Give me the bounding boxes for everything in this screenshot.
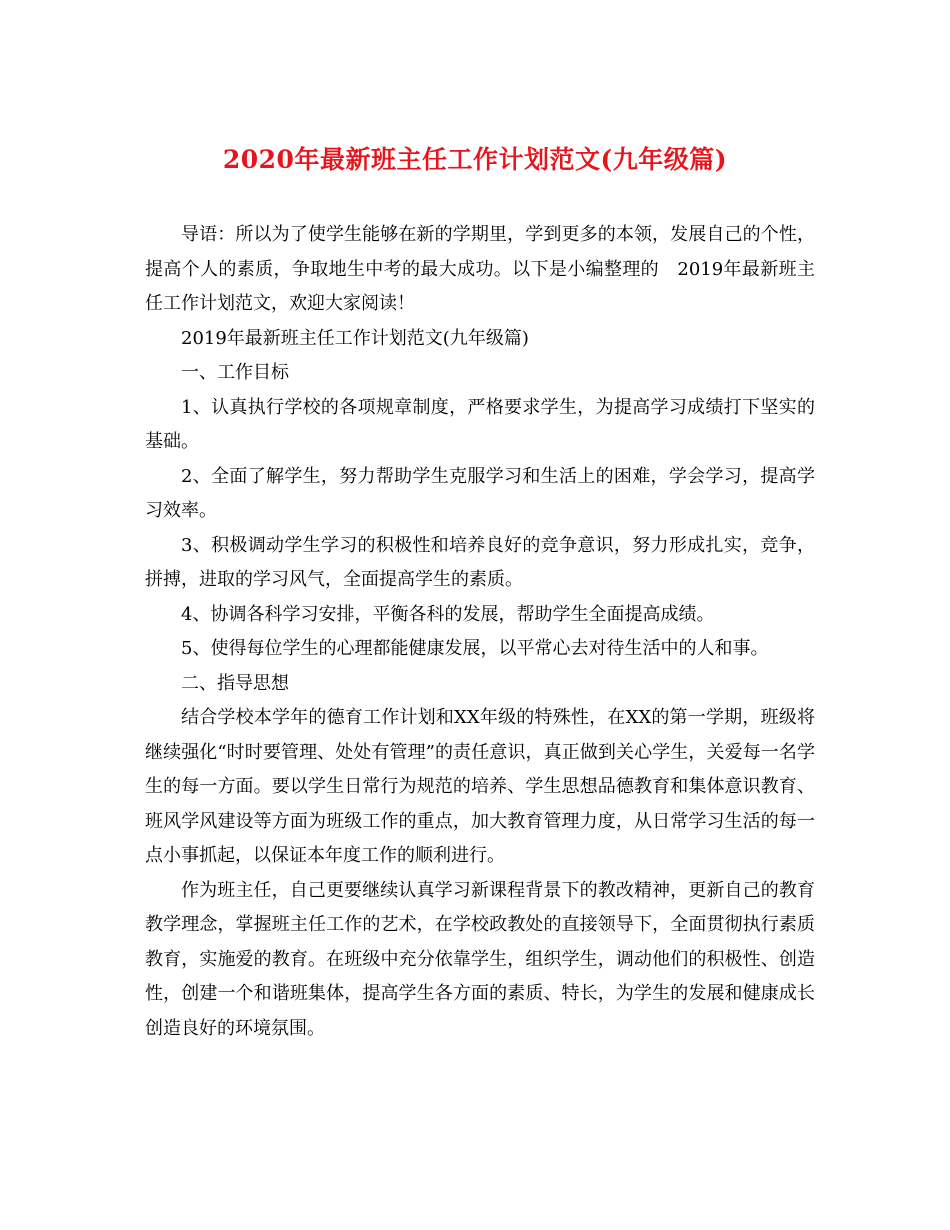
paragraph-goal-1: 1、认真执行学校的各项规章制度，严格要求学生，为提高学习成绩打下坚实的基础。 bbox=[145, 396, 815, 452]
paragraph-subtitle: 2019年最新班主任工作计划范文(九年级篇) bbox=[181, 327, 529, 349]
paragraph-intro: 导语：所以为了使学生能够在新的学期里，学到更多的本领，发展自己的个性，提高个人的素质，争取地生中考的最大成功。以下是小编整理的 2019年最新班主任工作计划范文，欢迎大家阅读！ bbox=[145, 224, 815, 314]
document-title: 2020年最新班主任工作计划范文(九年级篇) bbox=[222, 145, 728, 174]
paragraph-goal-5: 5、使得每位学生的心理都能健康发展，以平常心去对待生活中的人和事。 bbox=[181, 638, 769, 659]
paragraph-guidance-2: 作为班主任，自己更要继续认真学习新课程背景下的教改精神，更新自己的教育教学理念，掌握班主任工作的艺术，在学校政教处的直接领导下，全面贯彻执行素质教育，实施爱的教育。在班级中充分依靠学生，组织学生，调动他们的积极性、创造性，创建一个和谐班集体，提高学生各方面的素质、特长，为学生的发展和健康成长创造良好的环境氛围。 bbox=[145, 879, 815, 1039]
paragraph-goal-4: 4、协调各科学习安排，平衡各科的发展，帮助学生全面提高成绩。 bbox=[181, 603, 715, 625]
section-heading-guidance: 二、指导思想 bbox=[181, 672, 289, 694]
paragraph-goal-2: 2、全面了解学生，努力帮助学生克服学习和生活上的困难，学会学习，提高学习效率。 bbox=[145, 465, 815, 521]
paragraph-guidance-1: 结合学校本学年的德育工作计划和XX年级的特殊性，在XX的第一学期，班级将继续强化“时时要管理、处处有管理”的责任意识，真正做到关心学生，关爱每一名学生的每一方面。要以学生日常行为规范的培养、学生思想品德教育和集体意识教育、班风学风建设等方面为班级工作的重点，加大教育管理力度，从日常学习生活的每一点小事抓起，以保证本年度工作的顺利进行。 bbox=[145, 707, 815, 866]
document-body bbox=[145, 218, 815, 1046]
paragraph-goal-3: 3、积极调动学生学习的积极性和培养良好的竞争意识，努力形成扎实，竞争，拼搏，进取的学习风气，全面提高学生的素质。 bbox=[145, 534, 815, 590]
section-heading-goals: 一、工作目标 bbox=[181, 362, 289, 383]
